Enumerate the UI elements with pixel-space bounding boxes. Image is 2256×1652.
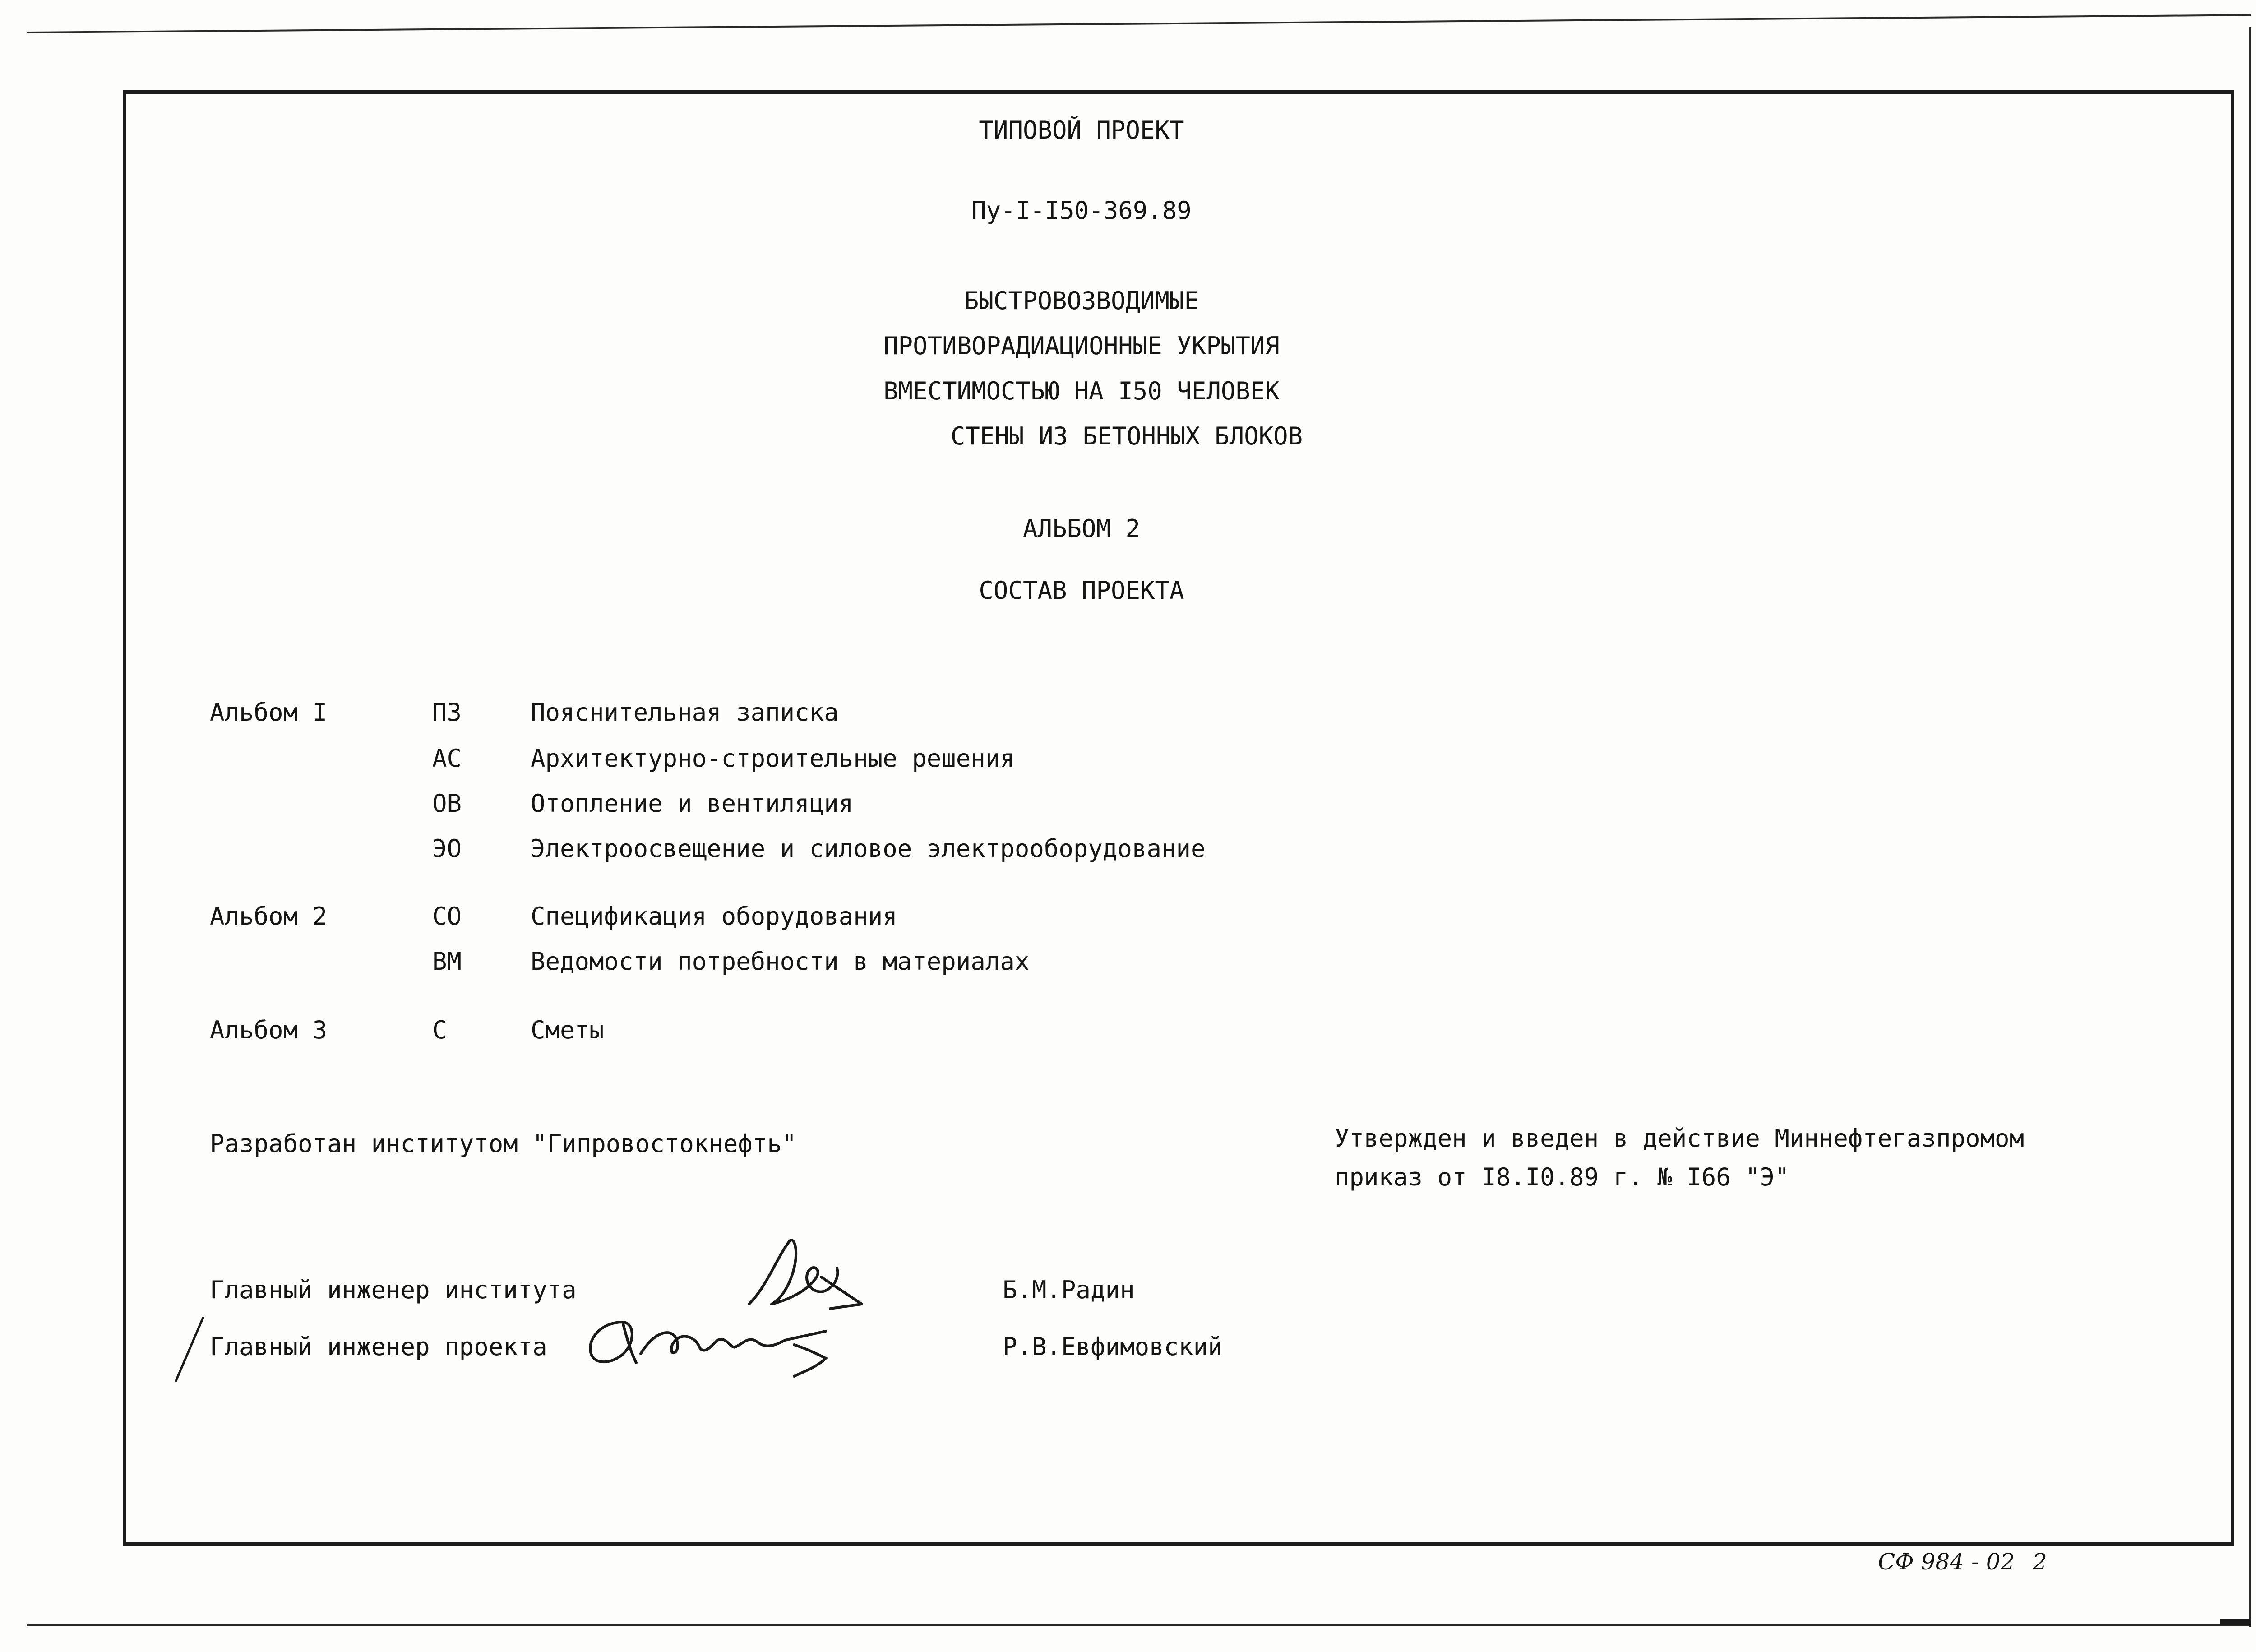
section-title: СОСТАВ ПРОЕКТА [979, 576, 1184, 605]
signature-role-project: Главный инженер проекта [210, 1333, 547, 1361]
item-name-as: Архитектурно-строительные решения [531, 744, 1015, 773]
page-number: 2 [2033, 1549, 2047, 1575]
signature-name-evfimovsky: Р.В.Евфимовский [1003, 1333, 1223, 1361]
title-line-4: СТЕНЫ ИЗ БЕТОННЫХ БЛОКОВ [950, 422, 1303, 450]
signature-role-institute: Главный инженер института [210, 1276, 577, 1304]
document-stamp: СФ 984 - 02 [1878, 1549, 2015, 1575]
item-code-eo: ЭО [432, 834, 462, 863]
item-name-vm: Ведомости потребности в материалах [531, 947, 1030, 976]
item-code-ov: ОВ [432, 789, 462, 818]
item-code-vm: ВМ [432, 947, 462, 976]
item-name-pz: Пояснительная записка [531, 698, 839, 727]
item-code-s: С [432, 1016, 447, 1044]
item-name-ov: Отопление и вентиляция [531, 789, 854, 818]
signature-mark-evfimovsky [582, 1304, 835, 1385]
project-code: Пу-I-I50-369.89 [971, 196, 1192, 225]
title-line-2: ПРОТИВОРАДИАЦИОННЫЕ УКРЫТИЯ [883, 332, 1280, 360]
title-line-3: ВМЕСТИМОСТЬЮ НА I50 ЧЕЛОВЕК [883, 377, 1280, 405]
approval-line-2: приказ от I8.I0.89 г. № I66 "Э" [1335, 1163, 1789, 1191]
project-type: ТИПОВОЙ ПРОЕКТ [979, 116, 1184, 144]
item-name-so: Спецификация оборудования [531, 902, 897, 930]
signature-name-radin: Б.М.Радин [1003, 1276, 1135, 1304]
item-code-pz: ПЗ [432, 698, 462, 727]
item-code-as: АС [432, 744, 462, 773]
developer-note: Разработан институтом "Гипровостокнефть" [210, 1129, 797, 1158]
sheet-edge-right [2249, 27, 2251, 1627]
album-2-label: Альбом 2 [210, 902, 328, 930]
sheet-edge-top [27, 14, 2251, 33]
sheet-edge-bottom [27, 1624, 2251, 1626]
album-1-label: Альбом I [210, 698, 328, 727]
title-line-1: БЫСТРОВОЗВОДИМЫЕ [964, 287, 1199, 315]
approval-line-1: Утвержден и введен в действие Миннефтегазпромом [1335, 1124, 2025, 1152]
album-label: АЛЬБОМ 2 [1022, 514, 1141, 543]
margin-slash-mark [171, 1313, 208, 1385]
item-name-s: Сметы [531, 1016, 604, 1044]
sheet-edge-bottom-mark [2220, 1619, 2251, 1625]
item-code-so: СО [432, 902, 462, 930]
item-name-eo: Электроосвещение и силовое электрооборудование [531, 834, 1206, 863]
album-3-label: Альбом 3 [210, 1016, 328, 1044]
